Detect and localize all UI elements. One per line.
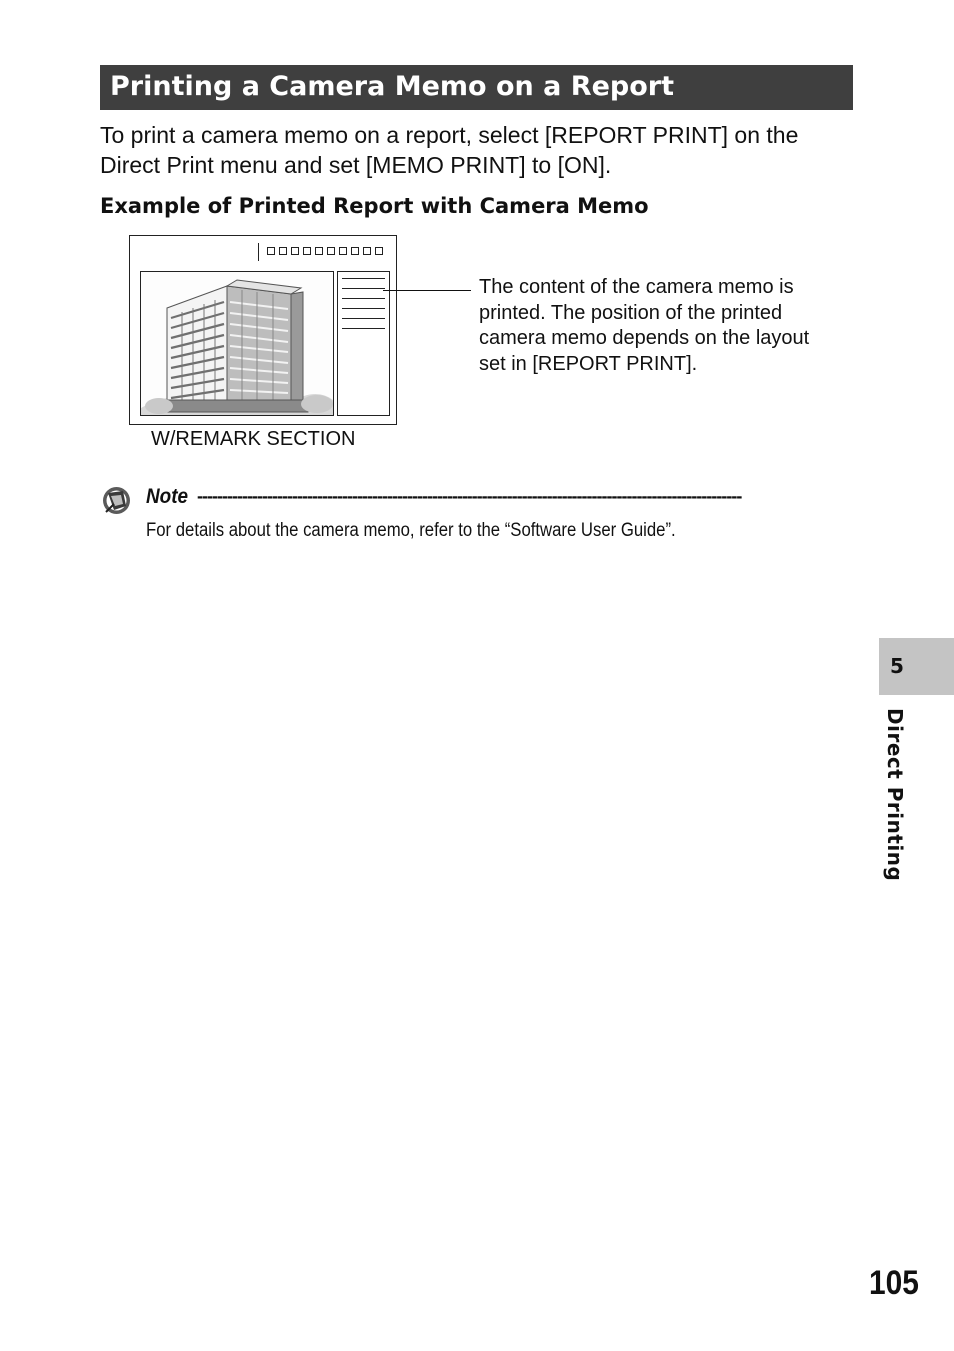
report-header-boxes xyxy=(258,243,391,261)
callout-text: The content of the camera memo is printed. The position of the printed camera memo depends on the layout set in [REPORT PRINT]. xyxy=(479,276,810,375)
header-box xyxy=(351,247,359,255)
intro-paragraph: To print a camera memo on a report, select [REPORT PRINT] on the Direct Print menu and set [MEMO PRINT] to [ON]. xyxy=(100,122,799,178)
memo-line xyxy=(342,278,385,279)
header-box xyxy=(339,247,347,255)
report-illustration xyxy=(129,235,397,425)
header-box xyxy=(291,247,299,255)
header-box xyxy=(375,247,383,255)
building-image xyxy=(141,272,333,415)
note-pencil-icon xyxy=(102,486,131,515)
header-box xyxy=(315,247,323,255)
chapter-number: 5 xyxy=(890,654,904,678)
page-number: 105 xyxy=(869,1264,919,1302)
header-box xyxy=(363,247,371,255)
header-box xyxy=(303,247,311,255)
memo-line xyxy=(342,328,385,329)
section-title: Printing a Camera Memo on a Report xyxy=(110,71,674,102)
header-box xyxy=(327,247,335,255)
memo-remark-box xyxy=(337,271,390,416)
memo-line xyxy=(342,318,385,319)
note-title: Note xyxy=(146,485,189,508)
building-photo xyxy=(140,271,334,416)
chapter-tab xyxy=(879,638,954,695)
example-heading: Example of Printed Report with Camera Memo xyxy=(100,194,649,218)
note-text: For details about the camera memo, refer to the “Software User Guide”. xyxy=(146,520,676,541)
header-box xyxy=(267,247,275,255)
memo-line xyxy=(342,298,385,299)
report-caption: W/REMARK SECTION xyxy=(151,428,356,450)
section-title-bar xyxy=(100,65,853,110)
callout-leader-line xyxy=(383,290,471,291)
memo-line xyxy=(342,308,385,309)
note-separator: ------------------------------------------------------------------------------------------------------------- xyxy=(197,486,742,506)
memo-line xyxy=(342,288,385,289)
header-box xyxy=(279,247,287,255)
chapter-label: Direct Printing xyxy=(883,708,907,882)
